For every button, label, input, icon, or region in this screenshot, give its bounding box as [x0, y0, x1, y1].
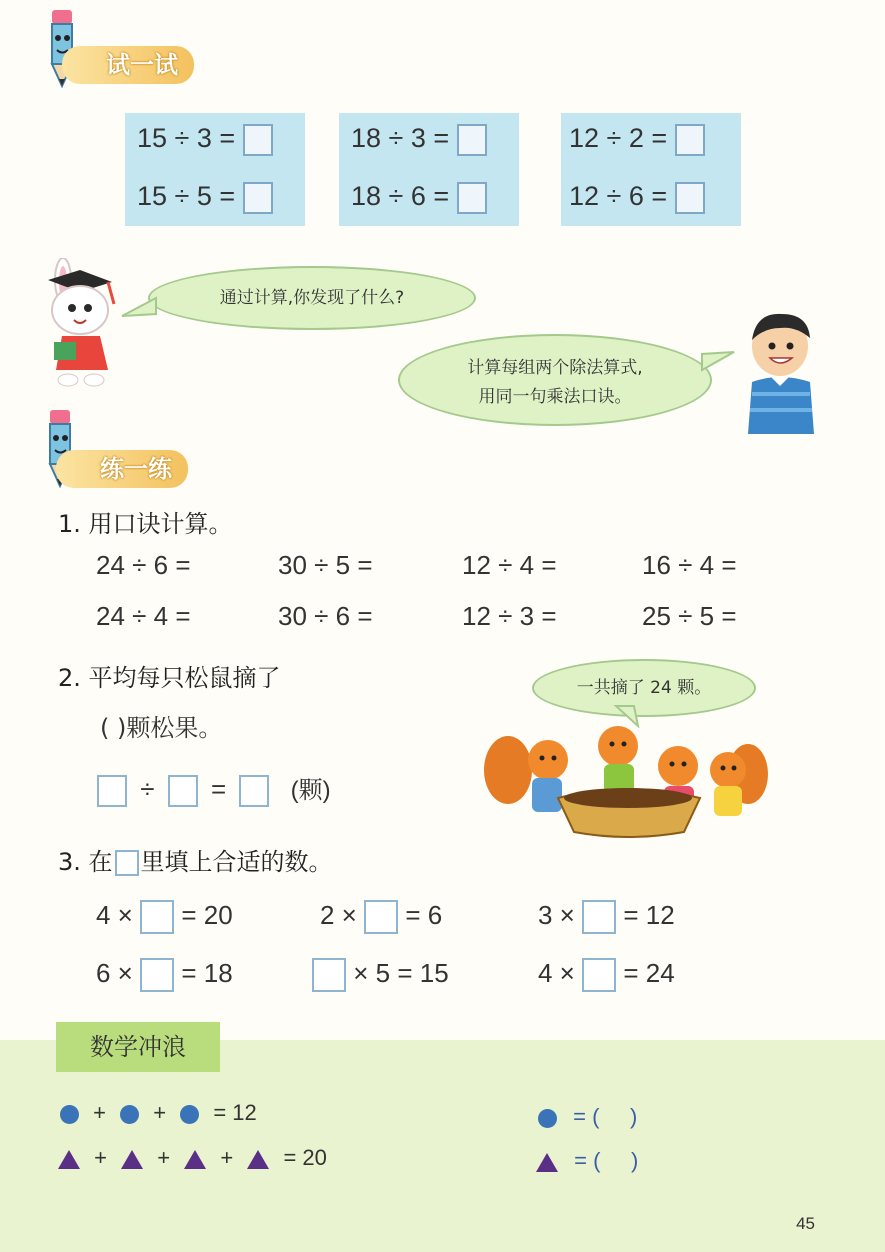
triangle-answer: [536, 1148, 638, 1174]
practice-section-label: 练一练: [56, 450, 188, 488]
equation-text: 12 ÷ 2 =: [569, 123, 668, 153]
q3-answer-box[interactable]: [582, 900, 616, 934]
q3-left: × 5: [353, 958, 391, 988]
question-2-title: 2. 平均每只松鼠摘了: [58, 664, 281, 692]
question-1-title: 1. 用口诀计算。: [58, 510, 233, 538]
squirrel-speech-bubble: [532, 659, 756, 717]
squirrels-illustration-icon: [478, 720, 770, 840]
answer-box[interactable]: [457, 182, 487, 214]
triangle-icon: [247, 1150, 269, 1169]
boy-bubble-tail: [700, 350, 736, 374]
boy-speech-bubble: [398, 334, 712, 426]
q3-answer-box[interactable]: [140, 958, 174, 992]
q3-answer-box[interactable]: [140, 900, 174, 934]
q3-right: = 15: [397, 958, 449, 988]
q2-result-box[interactable]: [239, 775, 269, 807]
q3-row-1: [96, 900, 736, 936]
q2-unit: (颗): [290, 777, 331, 804]
answer-box[interactable]: [457, 124, 487, 156]
q3-right: = 12: [623, 900, 675, 930]
equation-text: 12 ÷ 6 =: [569, 181, 668, 211]
triangle-icon: [184, 1150, 206, 1169]
q3-title-box-icon: [115, 850, 139, 876]
boy-character-icon: [740, 306, 822, 436]
squirrel-bubble-text: 一共摘了 24 颗。: [576, 678, 712, 698]
q3-row-2: [96, 958, 736, 994]
boy-bubble-line-2: 用同一句乘法口诀。: [478, 387, 632, 407]
equation-text: 18 ÷ 3 =: [351, 123, 450, 153]
q2-div-sign: ÷: [140, 774, 155, 804]
triangle-icon: [58, 1150, 80, 1169]
q1-equation: 24 ÷ 6 =: [96, 550, 191, 580]
q3-title-prefix: 3. 在: [58, 848, 113, 876]
triangle-icon: [121, 1150, 143, 1169]
equation-group-2: [339, 113, 519, 226]
q1-equation: 12 ÷ 3 =: [462, 601, 557, 631]
q1-equation: 25 ÷ 5 =: [642, 601, 737, 631]
q3-left: 2 ×: [320, 900, 357, 930]
q3-left: 6 ×: [96, 958, 133, 988]
equation-group-1: [125, 113, 305, 226]
surf-section-label: 数学冲浪: [56, 1022, 220, 1072]
q1-equation: 30 ÷ 6 =: [278, 601, 373, 631]
q2-dividend-box[interactable]: [97, 775, 127, 807]
triangle-icon: [536, 1153, 558, 1172]
answer-box[interactable]: [675, 124, 705, 156]
boy-bubble-line-1: 计算每组两个除法算式,: [467, 358, 643, 378]
q3-right: = 18: [181, 958, 233, 988]
q3-answer-box[interactable]: [312, 958, 346, 992]
answer-box[interactable]: [243, 124, 273, 156]
equation-text: 18 ÷ 6 =: [351, 181, 450, 211]
triangle-equation: [58, 1145, 327, 1171]
rabbit-bubble-text: 通过计算,你发现了什么?: [219, 288, 405, 308]
plus-sign: +: [157, 1145, 171, 1170]
question-3-title: [58, 842, 333, 877]
circle-answer-blank[interactable]: = ( ): [573, 1104, 638, 1129]
rabbit-character-icon: [28, 258, 128, 390]
plus-sign: +: [94, 1145, 107, 1170]
triangle-sum: = 20: [283, 1145, 327, 1170]
circle-answer: [538, 1104, 637, 1130]
triangle-answer-blank[interactable]: = ( ): [574, 1148, 639, 1173]
q3-left: 4 ×: [96, 900, 133, 930]
q3-answer-box[interactable]: [364, 900, 398, 934]
equation-text: 15 ÷ 3 =: [137, 123, 236, 153]
q2-divisor-box[interactable]: [168, 775, 198, 807]
q3-title-suffix: 里填上合适的数。: [140, 848, 333, 876]
q2-eq-sign: =: [210, 774, 227, 804]
q1-equation: 16 ÷ 4 =: [642, 550, 737, 580]
equation-text: 15 ÷ 5 =: [137, 181, 236, 211]
circle-equation: [60, 1100, 257, 1126]
q1-equation: 12 ÷ 4 =: [462, 550, 557, 580]
q1-equation: 30 ÷ 5 =: [278, 550, 373, 580]
plus-sign: +: [220, 1145, 234, 1170]
plus-sign: +: [153, 1100, 167, 1125]
circle-icon: [120, 1105, 139, 1124]
circle-icon: [60, 1105, 79, 1124]
q3-left: 4 ×: [538, 958, 575, 988]
circle-sum: = 12: [213, 1100, 257, 1125]
q3-right: = 20: [181, 900, 233, 930]
q2-blank-line: ( )颗松果。: [100, 714, 223, 742]
q2-equation-row: [97, 770, 331, 804]
q3-left: 3 ×: [538, 900, 575, 930]
answer-box[interactable]: [243, 182, 273, 214]
plus-sign: +: [93, 1100, 106, 1125]
q3-right: = 6: [405, 900, 443, 930]
q3-right: = 24: [623, 958, 675, 988]
q3-answer-box[interactable]: [582, 958, 616, 992]
try-section-label: 试一试: [62, 46, 194, 84]
answer-box[interactable]: [675, 182, 705, 214]
circle-icon: [180, 1105, 199, 1124]
equation-group-3: [561, 113, 741, 226]
q1-equation: 24 ÷ 4 =: [96, 601, 191, 631]
rabbit-speech-bubble: [148, 266, 476, 330]
page-number: 45: [796, 1214, 815, 1233]
rabbit-bubble-tail: [120, 296, 160, 320]
circle-icon: [538, 1109, 557, 1128]
